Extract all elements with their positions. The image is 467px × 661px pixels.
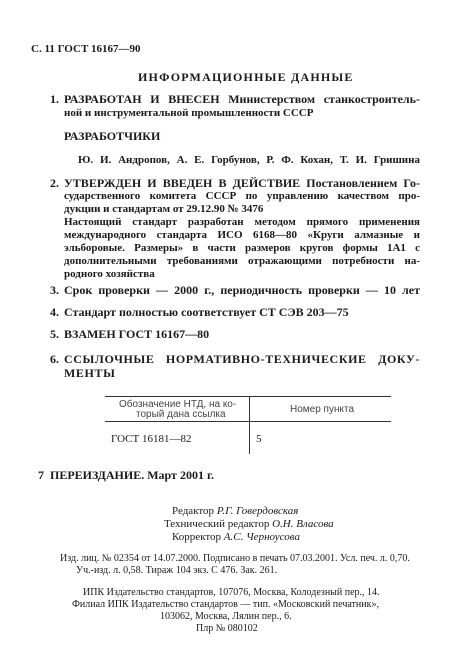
table-header-item: Номер пункта [290,404,355,415]
table-cell-doc: ГОСТ 16181—82 [111,433,192,445]
publisher-line: ИПК Издательство стандартов, 107076, Москва, Колодезный пер., 14. [83,587,380,598]
section-text-line: дополнительными требованиями отражающими потребности на- [64,255,420,267]
section-7-text: ПЕРЕИЗДАНИЕ. Март 2001 г. [50,468,215,482]
table-header-divider [105,421,391,422]
imprint-line: Уч.-изд. л. 0,58. Тираж 104 экз. С 476. Зак. 261. [76,565,278,576]
section-number: 7 [38,468,44,482]
section-text-line: родного хозяйства [64,268,155,280]
editor-line: Редактор Р.Г. Говердовская [172,505,299,517]
section-6-heading: ССЫЛОЧНЫЕ НОРМАТИВНО-ТЕХНИЧЕСКИЕ ДОКУ- [64,352,420,366]
section-text-line: международного стандарта ИСО 6168—80 «Круги алмазные и [64,229,420,241]
imprint-line: Изд. лиц. № 02354 от 14.07.2000. Подписано в печать 07.03.2001. Усл. печ. л. 0,70. [60,553,410,564]
section-text-line: дукции и стандартам от 29.12.90 № 3476 [64,203,264,215]
section-text-line: УТВЕРЖДЕН И ВВЕДЕН В ДЕЙСТВИЕ Постановлением Го- [64,176,420,190]
section-text-line: Настоящий стандарт разработан методом прямого применения [64,216,420,228]
section-text-line: сударственного комитета СССР по управлению качеством про- [64,190,420,202]
page-header: С. 11 ГОСТ 16167—90 [31,43,141,55]
section-5-text: ВЗАМЕН ГОСТ 16167—80 [64,327,210,341]
tech-editor-line: Технический редактор О.Н. Власова [164,518,334,530]
section-number: 5. [50,327,59,341]
section-number: 1. [50,92,59,106]
section-number: 2. [50,176,59,190]
section-text-line: эльборовые. Размеры» в части размеров кругов формы 1А1 с [64,242,420,254]
section-text-line: РАЗРАБОТАН И ВНЕСЕН Министерством станкостроитель- [64,92,420,106]
table-column-divider [249,396,250,454]
table-header-doc: Обозначение НТД, на ко- [119,399,237,410]
section-number: 6. [50,352,59,366]
publisher-line: Плр № 080102 [196,623,258,634]
section-text-line: ной и инструментальной промышленности СССР [64,107,314,119]
table-top-border [105,396,391,397]
table-cell-item: 5 [256,433,262,445]
proofreader-line: Корректор А.С. Черноусова [172,531,300,543]
section-4-text: Стандарт полностью соответствует СТ СЭВ 203—75 [64,305,349,319]
section-number: 3. [50,283,59,297]
section-number: 4. [50,305,59,319]
section-6-heading-cont: МЕНТЫ [64,366,116,380]
publisher-line: 103062, Москва, Лялин пер., 6. [160,611,292,622]
page-title: ИНФОРМАЦИОННЫЕ ДАННЫЕ [138,70,354,84]
section-3-text: Срок проверки — 2000 г., периодичность проверки — 10 лет [64,283,420,297]
publisher-line: Филиал ИПК Издательство стандартов — тип. «Московский печатник», [72,599,379,610]
developers-heading: РАЗРАБОТЧИКИ [64,129,161,143]
developers-names: Ю. И. Андропов, А. Е. Горбунов, Р. Ф. Кохан, Т. И. Гришина [78,154,420,166]
table-header-doc: торый дана ссылка [136,409,226,420]
